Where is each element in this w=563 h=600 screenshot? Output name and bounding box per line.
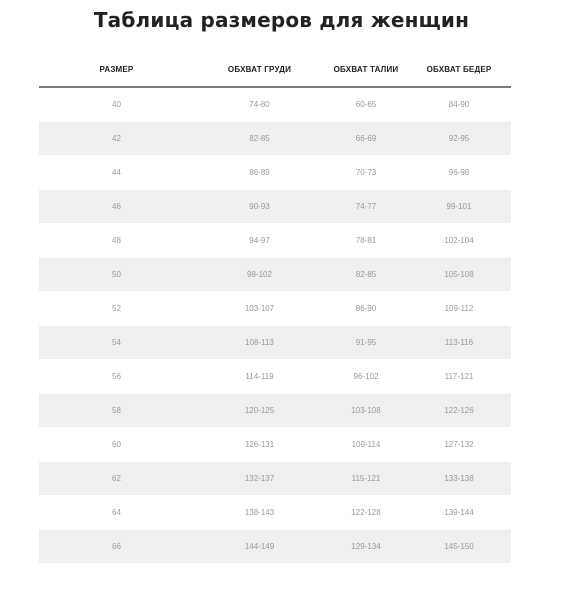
cell-chest: 82-85 bbox=[194, 122, 325, 156]
cell-chest: 94-97 bbox=[194, 224, 325, 258]
cell-size: 52 bbox=[39, 292, 194, 326]
cell-waist: 60-65 bbox=[325, 87, 407, 122]
table-row bbox=[39, 428, 511, 462]
table-row bbox=[39, 224, 511, 258]
cell-waist: 96-102 bbox=[325, 360, 407, 394]
size-table-header bbox=[39, 52, 511, 87]
cell-size: 46 bbox=[39, 190, 194, 224]
table-row bbox=[39, 156, 511, 190]
cell-waist: 82-85 bbox=[325, 258, 407, 292]
cell-size: 40 bbox=[39, 87, 194, 122]
cell-waist: 109-114 bbox=[325, 428, 407, 462]
table-row bbox=[39, 292, 511, 326]
cell-waist: 115-121 bbox=[325, 462, 407, 496]
table-row bbox=[39, 122, 511, 156]
cell-waist: 66-69 bbox=[325, 122, 407, 156]
cell-size: 64 bbox=[39, 496, 194, 530]
table-row bbox=[39, 326, 511, 360]
cell-size: 66 bbox=[39, 530, 194, 564]
cell-waist: 86-90 bbox=[325, 292, 407, 326]
cell-hips: 113-116 bbox=[407, 326, 511, 360]
cell-size: 56 bbox=[39, 360, 194, 394]
table-row bbox=[39, 530, 511, 564]
cell-chest: 98-102 bbox=[194, 258, 325, 292]
cell-waist: 70-73 bbox=[325, 156, 407, 190]
cell-hips: 109-112 bbox=[407, 292, 511, 326]
cell-chest: 126-131 bbox=[194, 428, 325, 462]
header-hips: ОБХВАТ БЕДЕР bbox=[407, 52, 511, 87]
cell-waist: 91-95 bbox=[325, 326, 407, 360]
cell-chest: 86-89 bbox=[194, 156, 325, 190]
table-row bbox=[39, 394, 511, 428]
cell-chest: 144-149 bbox=[194, 530, 325, 564]
table-row bbox=[39, 258, 511, 292]
cell-hips: 133-138 bbox=[407, 462, 511, 496]
table-row bbox=[39, 360, 511, 394]
cell-hips: 105-108 bbox=[407, 258, 511, 292]
cell-chest: 138-143 bbox=[194, 496, 325, 530]
table-row bbox=[39, 190, 511, 224]
cell-hips: 122-126 bbox=[407, 394, 511, 428]
cell-hips: 117-121 bbox=[407, 360, 511, 394]
table-row bbox=[39, 462, 511, 496]
size-table bbox=[39, 52, 511, 564]
cell-size: 58 bbox=[39, 394, 194, 428]
cell-size: 42 bbox=[39, 122, 194, 156]
cell-chest: 74-80 bbox=[194, 87, 325, 122]
cell-chest: 90-93 bbox=[194, 190, 325, 224]
cell-waist: 122-128 bbox=[325, 496, 407, 530]
cell-hips: 102-104 bbox=[407, 224, 511, 258]
cell-chest: 114-119 bbox=[194, 360, 325, 394]
cell-chest: 103-107 bbox=[194, 292, 325, 326]
header-waist: ОБХВАТ ТАЛИИ bbox=[325, 52, 407, 87]
cell-chest: 120-125 bbox=[194, 394, 325, 428]
cell-hips: 127-132 bbox=[407, 428, 511, 462]
cell-waist: 103-108 bbox=[325, 394, 407, 428]
page-title: Таблица размеров для женщин bbox=[93, 8, 470, 32]
cell-hips: 96-98 bbox=[407, 156, 511, 190]
cell-waist: 74-77 bbox=[325, 190, 407, 224]
cell-size: 62 bbox=[39, 462, 194, 496]
cell-size: 44 bbox=[39, 156, 194, 190]
header-row bbox=[39, 52, 511, 87]
header-chest: ОБХВАТ ГРУДИ bbox=[194, 52, 325, 87]
cell-chest: 108-113 bbox=[194, 326, 325, 360]
cell-chest: 132-137 bbox=[194, 462, 325, 496]
cell-hips: 84-90 bbox=[407, 87, 511, 122]
cell-size: 50 bbox=[39, 258, 194, 292]
cell-hips: 99-101 bbox=[407, 190, 511, 224]
cell-hips: 139-144 bbox=[407, 496, 511, 530]
size-table-body bbox=[39, 87, 511, 564]
table-row bbox=[39, 87, 511, 122]
cell-waist: 129-134 bbox=[325, 530, 407, 564]
cell-hips: 92-95 bbox=[407, 122, 511, 156]
cell-waist: 78-81 bbox=[325, 224, 407, 258]
cell-hips: 145-150 bbox=[407, 530, 511, 564]
cell-size: 54 bbox=[39, 326, 194, 360]
table-row bbox=[39, 496, 511, 530]
header-size: РАЗМЕР bbox=[39, 52, 194, 87]
cell-size: 60 bbox=[39, 428, 194, 462]
cell-size: 48 bbox=[39, 224, 194, 258]
